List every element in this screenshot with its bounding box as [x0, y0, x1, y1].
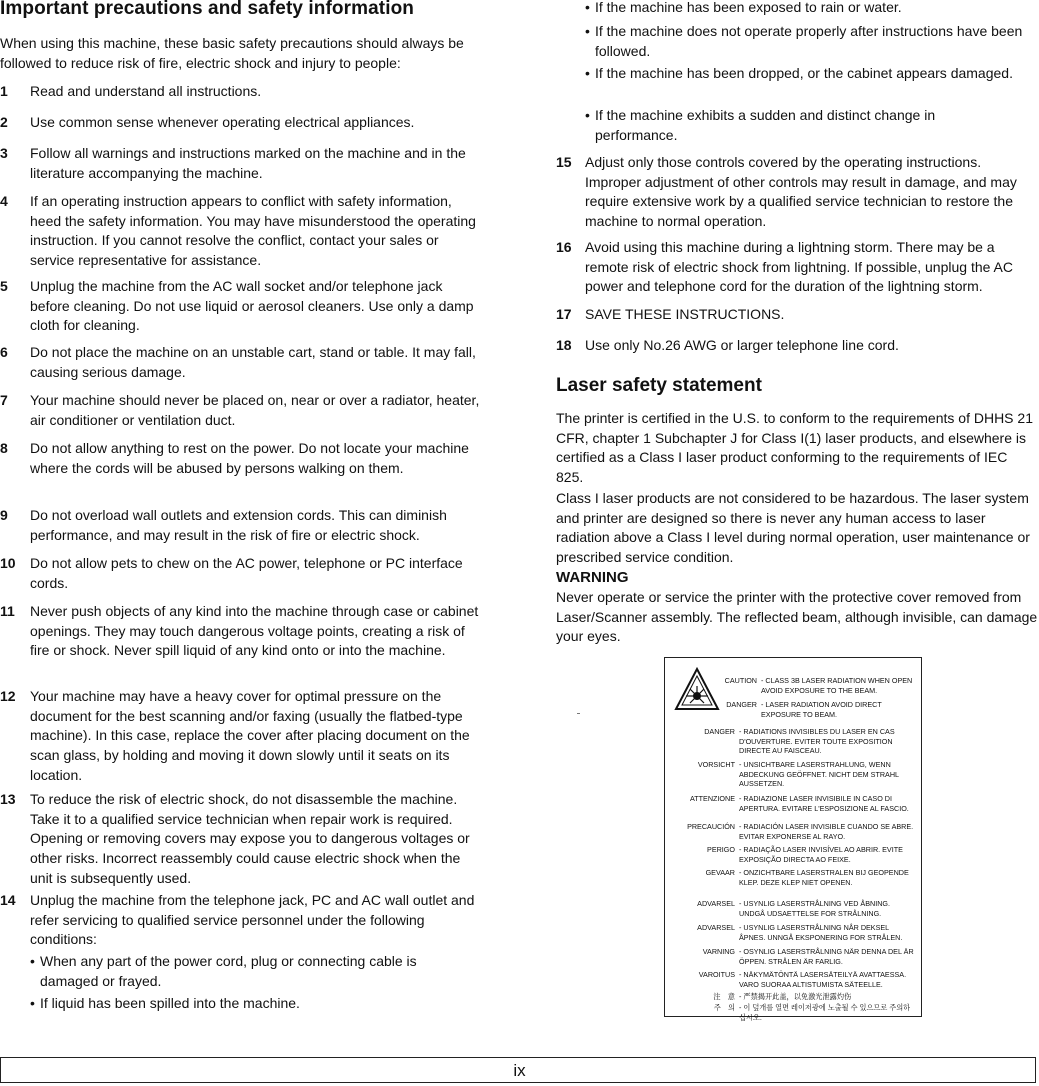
- item-number: 3: [0, 145, 8, 161]
- item-text: Use only No.26 AWG or larger telephone line cord.: [585, 337, 899, 353]
- list-item: [0, 439, 482, 478]
- item-number: 12: [0, 688, 16, 704]
- item-number: 17: [556, 306, 572, 322]
- item-text: To reduce the risk of electric shock, do not disassemble the machine. Take it to a qualified service technician when repair work is required. Opening or removing covers may expose you to dangerous voltages or other risks. Incorrect reassembly could cause electric shock when the unit is subsequently used.: [30, 791, 470, 886]
- list-item: [0, 602, 482, 661]
- label-value: - CLASS 3B LASER RADIATION WHEN OPEN AVOID EXPOSURE TO THE BEAM.: [761, 676, 913, 695]
- list-item: [0, 113, 482, 133]
- item-text: Read and understand all instructions.: [30, 83, 262, 99]
- laser-paragraph-1: The printer is certified in the U.S. to conform to the requirements of DHHS 21 CFR, chapter 1 Subchapter J for Class I(1) laser products, and elsewhere is certified as a Class I laser product conforming to the requirements of IEC 825.: [556, 410, 1033, 486]
- label-value: - OSYNLIG LASERSTRÅLNING NÄR DENNA DEL ÄR ÖPPEN. STRÅLEN ÄR FARLIG.: [739, 947, 914, 966]
- label-key: CAUTION: [724, 676, 757, 685]
- label-key: DANGER: [726, 700, 757, 709]
- item-text: Do not allow anything to rest on the power. Do not locate your machine where the cords will be abused by persons walking on them.: [30, 440, 469, 476]
- item-text: Never push objects of any kind into the machine through case or cabinet openings. They may touch dangerous voltage points, creating a risk of fire or shock. Never spill liquid of any kind onto or into the machine.: [30, 603, 479, 659]
- list-item: [556, 336, 1038, 356]
- item-text: Unplug the machine from the telephone jack, PC and AC wall outlet and refer servicing to qualified service personnel under the following conditions:: [30, 892, 475, 948]
- list-item: [0, 144, 482, 183]
- bullet-item: [30, 994, 470, 1014]
- warning-heading: WARNING: [556, 569, 629, 586]
- item-text: Adjust only those controls covered by the operating instructions. Improper adjustment of other controls may result in damage, and may require extensive work by a qualified service technician to restore the machine to normal operation.: [585, 154, 1017, 230]
- item-number: 15: [556, 154, 572, 170]
- item-number: 16: [556, 239, 572, 255]
- list-item: [0, 506, 482, 545]
- list-item: [556, 305, 1038, 325]
- item-number: 8: [0, 440, 8, 456]
- bullet-item: [585, 106, 1005, 145]
- item-text: Unplug the machine from the AC wall socket and/or telephone jack before cleaning. Do not use liquid or aerosol cleaners. Use only a damp cloth for cleaning.: [30, 278, 474, 334]
- bullet-dot: •: [585, 107, 590, 123]
- item-number: 11: [0, 603, 15, 619]
- label-key: VORSICHT: [697, 760, 735, 769]
- list-item: [0, 391, 482, 430]
- bullet-text: If the machine does not operate properly after instructions have been followed.: [595, 23, 1023, 59]
- label-key: 주 의: [713, 1003, 735, 1012]
- label-value: - ONZICHTBARE LASERSTRALEN BIJ GEOPENDE KLEP. DEZE KLEP NIET OPENEN.: [739, 868, 909, 887]
- list-item: [0, 277, 482, 336]
- page-title: Important precautions and safety information: [0, 0, 415, 19]
- label-key: GEVAAR: [705, 868, 735, 877]
- bullet-item: [585, 22, 1035, 61]
- bullet-text: If the machine exhibits a sudden and distinct change in performance.: [595, 107, 936, 143]
- label-key: ADVARSEL: [697, 923, 735, 932]
- label-key: ATTENZIONE: [690, 794, 735, 803]
- list-item: [0, 687, 482, 786]
- label-value: - RADIATIONS INVISIBLES DU LASER EN CAS D'OUVERTURE. EVITER TOUTE EXPOSITION DIRECTE AU FAISCEAU.: [739, 727, 895, 755]
- bullet-item: [30, 952, 470, 991]
- label-key: ADVARSEL: [697, 899, 735, 908]
- item-text: Do not allow pets to chew on the AC power, telephone or PC interface cords.: [30, 555, 463, 591]
- label-key: PRECAUCIÓN: [687, 822, 735, 831]
- item-number: 13: [0, 791, 16, 807]
- label-key: VAROITUS: [698, 970, 735, 979]
- label-value: - UNSICHTBARE LASERSTRAHLUNG, WENN ABDECKUNG GEÖFFNET. NICHT DEM STRAHL AUSSETZEN.: [739, 760, 899, 788]
- bullet-text: If the machine has been exposed to rain or water.: [595, 0, 902, 15]
- laser-paragraph-2: Class I laser products are not considered to be hazardous. The laser system and printer are designed so there is never any human access to laser radiation above a Class I level during normal operation, user maintenance or prescribed service condition.: [556, 490, 1030, 566]
- item-text: If an operating instruction appears to conflict with safety information, heed the safety information. You may have misunderstood the operating instruction. If you cannot resolve the conflict, contact your sales or service representative for assistance.: [30, 193, 476, 269]
- item-text: Do not place the machine on an unstable cart, stand or table. It may fall, causing serious damage.: [30, 344, 476, 380]
- list-item: [0, 82, 482, 102]
- label-value: - 이 덮개를 열면 레이저광에 노출될 수 있으므로 주의하십시오.: [739, 1003, 911, 1022]
- list-item: [556, 153, 1038, 232]
- item-number: 2: [0, 114, 8, 130]
- list-item: [0, 790, 482, 889]
- bullet-dot: •: [30, 953, 35, 969]
- bullet-text: If the machine has been dropped, or the cabinet appears damaged.: [595, 65, 1013, 81]
- bullet-dot: •: [30, 995, 35, 1011]
- label-key: PERIGO: [707, 845, 735, 854]
- item-text: SAVE THESE INSTRUCTIONS.: [585, 306, 785, 322]
- bullet-text: When any part of the power cord, plug or connecting cable is damaged or frayed.: [40, 953, 417, 989]
- label-key: VARNING: [702, 947, 735, 956]
- label-value: - USYNLIG LASERSTRÅLNING VED ÅBNING. UNDGÅ UDSAETTELSE FOR STRÅLNING.: [739, 899, 890, 918]
- laser-hazard-icon: [674, 667, 720, 711]
- list-item: [556, 238, 1038, 297]
- list-item: [0, 192, 482, 271]
- item-text: Use common sense whenever operating electrical appliances.: [30, 114, 415, 130]
- item-number: 14: [0, 892, 16, 908]
- label-value: - 严禁揭开此盖，以免激光泄露灼伤: [739, 992, 852, 1001]
- warning-text: Never operate or service the printer with the protective cover removed from Laser/Scanner assembly. The reflected beam, although invisible, can damage your eyes.: [556, 589, 1038, 645]
- item-number: 9: [0, 507, 8, 523]
- label-value: - NÄKYMÄTÖNTÄ LASERSÄTEILYÄ AVATTAESSA. VARO SUORAA ALTISTUMISTA SÄTEELLE.: [739, 970, 907, 989]
- label-value: - RADIACIÓN LASER INVISIBLE CUANDO SE ABRE. EVITAR EXPONERSE AL RAYO.: [739, 822, 914, 841]
- bullet-dot: •: [585, 23, 590, 39]
- item-text: Do not overload wall outlets and extension cords. This can diminish performance, and may result in the risk of fire or electric shock.: [30, 507, 447, 543]
- item-number: 10: [0, 555, 16, 571]
- item-text: Follow all warnings and instructions marked on the machine and in the literature accompanying the machine.: [30, 145, 466, 181]
- item-text: Your machine should never be placed on, near or over a radiator, heater, air conditioner or ventilation duct.: [30, 392, 480, 428]
- stray-mark: [577, 713, 580, 714]
- bullet-dot: •: [585, 65, 590, 81]
- list-item: [0, 891, 482, 950]
- bullet-text: If liquid has been spilled into the machine.: [40, 995, 300, 1011]
- laser-section-title: Laser safety statement: [556, 375, 762, 396]
- bullet-dot: •: [585, 0, 590, 15]
- item-text: Your machine may have a heavy cover for optimal pressure on the document for the best scanning and/or faxing (usually the flatbed-type machine). In this case, replace the cover after placing document on the scan glass, by holding and moving it down slowly until it seats on its location.: [30, 688, 470, 783]
- item-number: 6: [0, 344, 8, 360]
- laser-warning-label: [664, 657, 922, 1022]
- list-item: [0, 554, 482, 593]
- label-value: - RADIAÇÃO LASER INVISÍVEL AO ABRIR. EVITE EXPOSIÇÃO DIRECTA AO FEIXE.: [739, 845, 903, 864]
- item-number: 4: [0, 193, 8, 209]
- item-number: 1: [0, 83, 8, 99]
- list-item: [0, 343, 482, 382]
- label-key: 注 意: [713, 992, 735, 1001]
- label-key: DANGER: [704, 727, 735, 736]
- label-value: - RADIAZIONE LASER INVISIBILE IN CASO DI APERTURA. EVITARE L'ESPOSIZIONE AL FASCIO.: [739, 794, 909, 813]
- page-number: ix: [513, 1061, 526, 1080]
- item-number: 18: [556, 337, 572, 353]
- item-number: 5: [0, 278, 8, 294]
- bullet-item: [585, 0, 1035, 18]
- label-value: - USYNLIG LASERSTRÅLNING NÅR DEKSEL ÅPNES. UNNGÅ EKSPONERING FOR STRÅLEN.: [739, 923, 903, 942]
- item-number: 7: [0, 392, 8, 408]
- bullet-item: [585, 64, 1035, 84]
- label-value: - LASER RADIATION AVOID DIRECT EXPOSURE TO BEAM.: [761, 700, 882, 719]
- intro-paragraph: When using this machine, these basic safety precautions should always be followed to reduce risk of fire, electric shock and injury to people:: [0, 35, 464, 71]
- item-text: Avoid using this machine during a lightning storm. There may be a remote risk of electric shock from lightning. If possible, unplug the AC power and telephone cord for the duration of the lightning storm.: [585, 239, 1013, 295]
